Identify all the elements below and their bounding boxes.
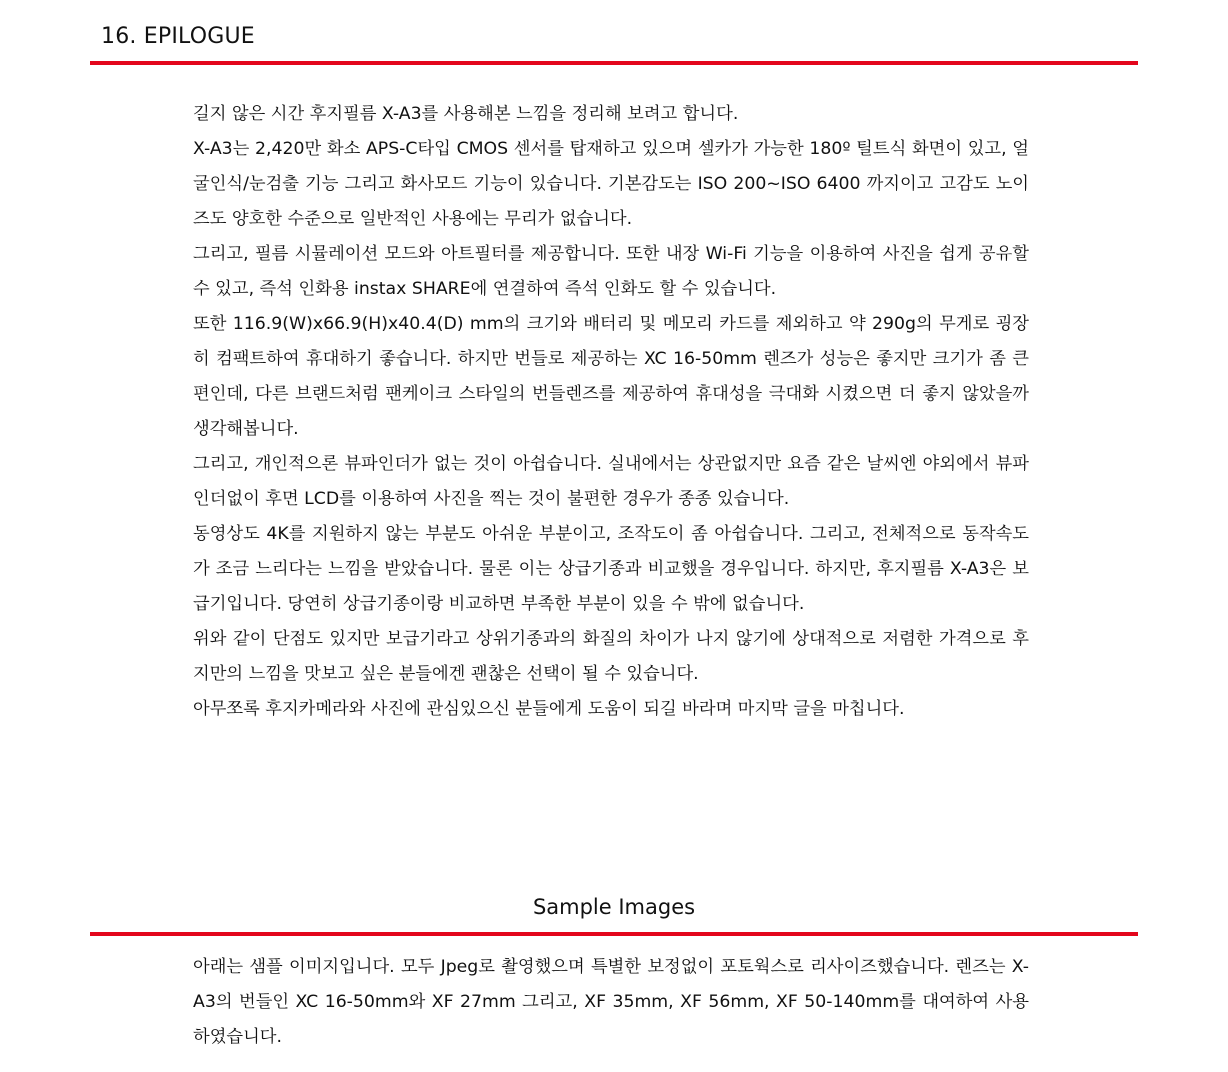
epilogue-paragraph-viewfinder: 그리고, 개인적으론 뷰파인더가 없는 것이 아쉽습니다. 실내에서는 상관없지만 요즘 같은 날씨엔 야외에서 뷰파인더없이 후면 LCD를 이용하여 사진을 찍는 것이 불편한 경우가 종종 있습니다. <box>193 454 1029 509</box>
section-divider <box>90 61 1138 65</box>
epilogue-paragraph-features: 그리고, 필름 시뮬레이션 모드와 아트필터를 제공합니다. 또한 내장 Wi-Fi 기능을 이용하여 사진을 쉽게 공유할 수 있고, 즉석 인화용 instax SHARE에 연결하여 즉석 인화도 할 수 있습니다. <box>193 244 1029 299</box>
section-title: 16. EPILOGUE <box>101 24 255 49</box>
epilogue-body <box>193 97 1029 727</box>
epilogue-paragraph-summary: 위와 같이 단점도 있지만 보급기라고 상위기종과의 화질의 차이가 나지 않기에 상대적으로 저렴한 가격으로 후지만의 느낌을 맛보고 싶은 분들에겐 괜찮은 선택이 될 수 있습니다. <box>193 629 1029 684</box>
epilogue-paragraph-specs: X-A3는 2,420만 화소 APS-C타입 CMOS 센서를 탑재하고 있으며 셀카가 가능한 180º 틸트식 화면이 있고, 얼굴인식/눈검출 기능 그리고 화사모드 기능이 있습니다. 기본감도는 ISO 200~ISO 6400 까지이고 고감도 노이즈도 양호한 수준으로 일반적인 사용에는 무리가 없습니다. <box>193 139 1029 229</box>
epilogue-paragraph-video: 동영상도 4K를 지원하지 않는 부분도 아쉬운 부분이고, 조작도이 좀 아쉽습니다. 그리고, 전체적으로 동작속도가 조금 느리다는 느낌을 받았습니다. 물론 이는 상급기종과 비교했을 경우입니다. 하지만, 후지필름 X-A3은 보급기입니다. 당연히 상급기종이랑 비교하면 부족한 부분이 있을 수 밖에 없습니다. <box>193 524 1029 614</box>
epilogue-paragraph-closing: 아무쪼록 후지카메라와 사진에 관심있으신 분들에게 도움이 되길 바라며 마지막 글을 마칩니다. <box>193 699 905 719</box>
sample-images-divider <box>90 932 1138 936</box>
epilogue-paragraph-size: 또한 116.9(W)x66.9(H)x40.4(D) mm의 크기와 배터리 및 메모리 카드를 제외하고 약 290g의 무게로 굉장히 컴팩트하여 휴대하기 좋습니다. 하지만 번들로 제공하는 XC 16-50mm 렌즈가 성능은 좋지만 크기가 좀 큰 편인데, 다른 브랜드처럼 팬케이크 스타일의 번들렌즈를 제공하여 휴대성을 극대화 시켰으면 더 좋지 않았을까 생각해봅니다. <box>193 314 1029 439</box>
sample-images-heading: Sample Images <box>532 895 696 919</box>
sample-images-body <box>193 950 1029 1055</box>
epilogue-paragraph-intro: 길지 않은 시간 후지필름 X-A3를 사용해본 느낌을 정리해 보려고 합니다. <box>193 104 739 124</box>
sample-images-paragraph: 아래는 샘플 이미지입니다. 모두 Jpeg로 촬영했으며 특별한 보정없이 포토웍스로 리사이즈했습니다. 렌즈는 X-A3의 번들인 XC 16-50mm와 XF 27mm 그리고, XF 35mm, XF 56mm, XF 50-140mm를 대여하여 사용하였습니다. <box>193 957 1029 1047</box>
